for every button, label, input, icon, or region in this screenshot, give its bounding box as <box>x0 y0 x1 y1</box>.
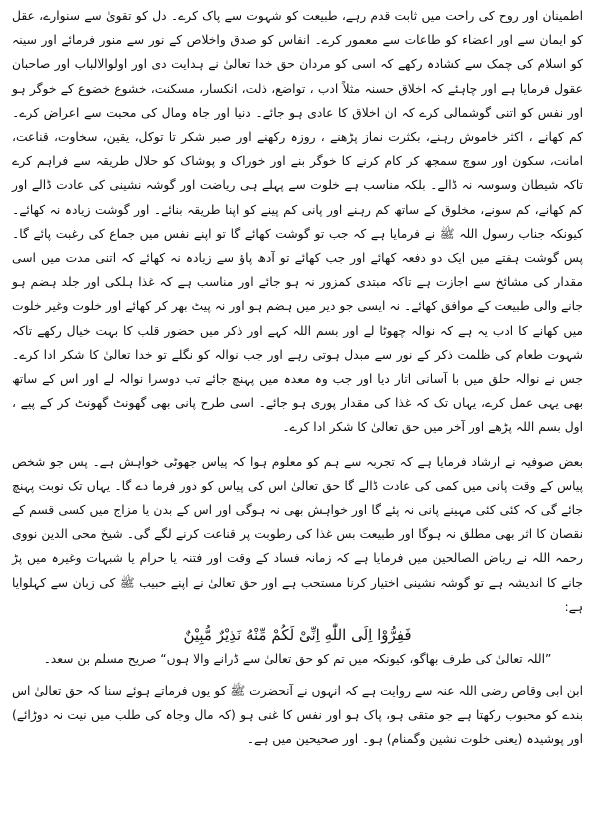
body-paragraph-3: ابن ابی وقاص رضی اللہ عنہ سے روایت ہے کہ انہوں نے آنحضرت ﷺ کو یوں فرماتے ہوئے سنا کہ حق تعالیٰ اس بندے کو محبوب رکھتا ہے جو متقی ہو، پاک ہو اور نفس کا غنی ہو (کہ مال وجاہ کی طلب میں نیت نہ دوڑائے) اور پوشیدہ (یعنی خلوت نشین وگمنام) ہو۔ اور صحیحین میں ہے۔ <box>12 684 583 747</box>
verse-translation: ”اللہ تعالیٰ کی طرف بھاگو، کیونکہ میں تم کو حق تعالیٰ سے ڈرانے والا ہوں“ صریح مسلم بن سعد۔ <box>43 652 552 667</box>
quranic-verse: فَفِرُّوْا اِلَى اللّٰهِ اِنِّیْ لَكُمْ مِّنْهُ نَذِیْرٌ مُّبِیْنٌ <box>183 626 412 645</box>
body-paragraph-2: بعض صوفیہ نے ارشاد فرمایا ہے کہ تجربہ سے ہم کو معلوم ہوا کہ پیاس جھوٹی خواہش ہے۔ پس جو شخص پیاس کے وقت پانی میں کمی کی عادت ڈالے گا حق تعالیٰ اس کی پیاس کو دور فرما دے گا۔ یہاں تک نوبت پہنچ جائے گی کہ کئی کئی مہینے پانی نہ پئے گا اور خواہش بھی نہ ہوگی اور اس کے بدن یا مزاج میں کسی قسم کے نقصان کا اثر بھی مطلق نہ ہوگا اور طبیعت بس غذا کی رطوبت پر قناعت کرنے لگے گی۔ شیخ محی الدین نووی رحمہ اللہ نے ریاض الصالحین میں فرمایا ہے کہ زمانہ فساد کے وقت اور فتنہ یا حرام یا شبہات وغیرہ میں پڑ جانے کا اندیشہ ہے تو گوشہ نشینی اختیار کرنا مستحب ہے اور حق تعالیٰ نے اپنے حبیب ﷺ کی زبان سے کہلوایا ہے: <box>12 454 583 614</box>
body-paragraph-1: اطمینان اور روح کی راحت میں ثابت قدم رہے، طبیعت کو شہوت سے پاک کرے۔ دل کو تقویٰ سے سنوارے، عقل کو ایمان سے اور اعضاء کو طاعات سے معمور کرے۔ انفاس کو صدق واخلاص کے نور سے منور فرمائے اور سینہ کو اسلام کی چمک سے کشادہ رکھے کہ اسی کو مردان حق خدا تعالیٰ نے ہدایت دی اور اولوالالباب اور صاحبان عقول فرمایا ہے اور چاہئے کہ اخلاق حسنہ مثلاً ادب ، تواضع، ذلت، انکسار، مسکنت، خشوع خضوع کے خوگر ہو اور نفس کو اتنی گوشمالی کرے کہ ان اخلاق کا عادی ہو جائے۔ دنیا اور جاہ ومال کی محبت سے اعراض کرے۔ کم کھانے ، اکثر خاموش رہنے، بکثرت نماز پڑھنے ، روزہ رکھنے اور صبر شکر تا توکل، یقین، سخاوت، قناعت، امانت، سکون اور سوچ سمجھ کر کام کرنے کا خوگر بنے اور خوراک و پوشاک کو حلال طریقہ سے فراہم کرے تاکہ شیطان وسوسہ نہ ڈالے۔ بلکہ مناسب ہے خلوت سے پہلے ہی ریاضت اور گوشہ نشینی کی عادت ڈالے اور کم کھانے، کم سونے، مخلوق کے ساتھ کم رہنے اور پانی کم پینے کو اپنا طریقہ بنائے۔ اور گوشت زیادہ نہ کھائے۔ کیونکہ جناب رسول اللہ ﷺ نے فرمایا ہے کہ جب تو گوشت کھائے گا تو اپنے نفس میں جماع کی رغبت پائے گا۔ پس گوشت ہفتے میں ایک دو دفعہ کھائے اور جب کھائے تو آدھ پاؤ سے زیادہ نہ کھائے کہ اتنی مدت میں اسی مقدار کی مشائخ سے اجازت ہے تاکہ مبتدی کمزور نہ ہو جائے اور مناسب ہے کہ غذا ہلکی اور جلد ہضم ہو جانے والی طبیعت کے موافق کھائے۔ نہ ایسی جو دیر میں ہضم ہو اور نہ پیٹ بھر کر کھائے اور خلوت وغیر خلوت میں کھانے کا ادب یہ ہے کہ نوالہ چھوٹا لے اور بسم اللہ کہے اور ذکر میں حضور قلب کا بہت خیال رکھے تاکہ شہوت طعام کی ظلمت ذکر کے نور سے مبدل ہوتی رہے اور جب نوالہ کو نگلے تو خدا تعالیٰ کا شکر ادا کرے۔ جس نے نوالہ حلق میں با آسانی اتار دیا اور جب وہ معدہ میں پہنچ جائے تب دوسرا نوالہ لے اور اس کے ساتھ بھی یہی عمل کرے، یہاں تک کہ غذا کی مقدار پوری ہو جائے۔ اسی طرح پانی بھی گھونٹ گھونٹ کر کے پیے ، اول بسم اللہ پڑھے اور آخر میں حق تعالیٰ کا شکر ادا کرے۔ <box>12 9 583 435</box>
paragraph-gap <box>12 440 583 450</box>
